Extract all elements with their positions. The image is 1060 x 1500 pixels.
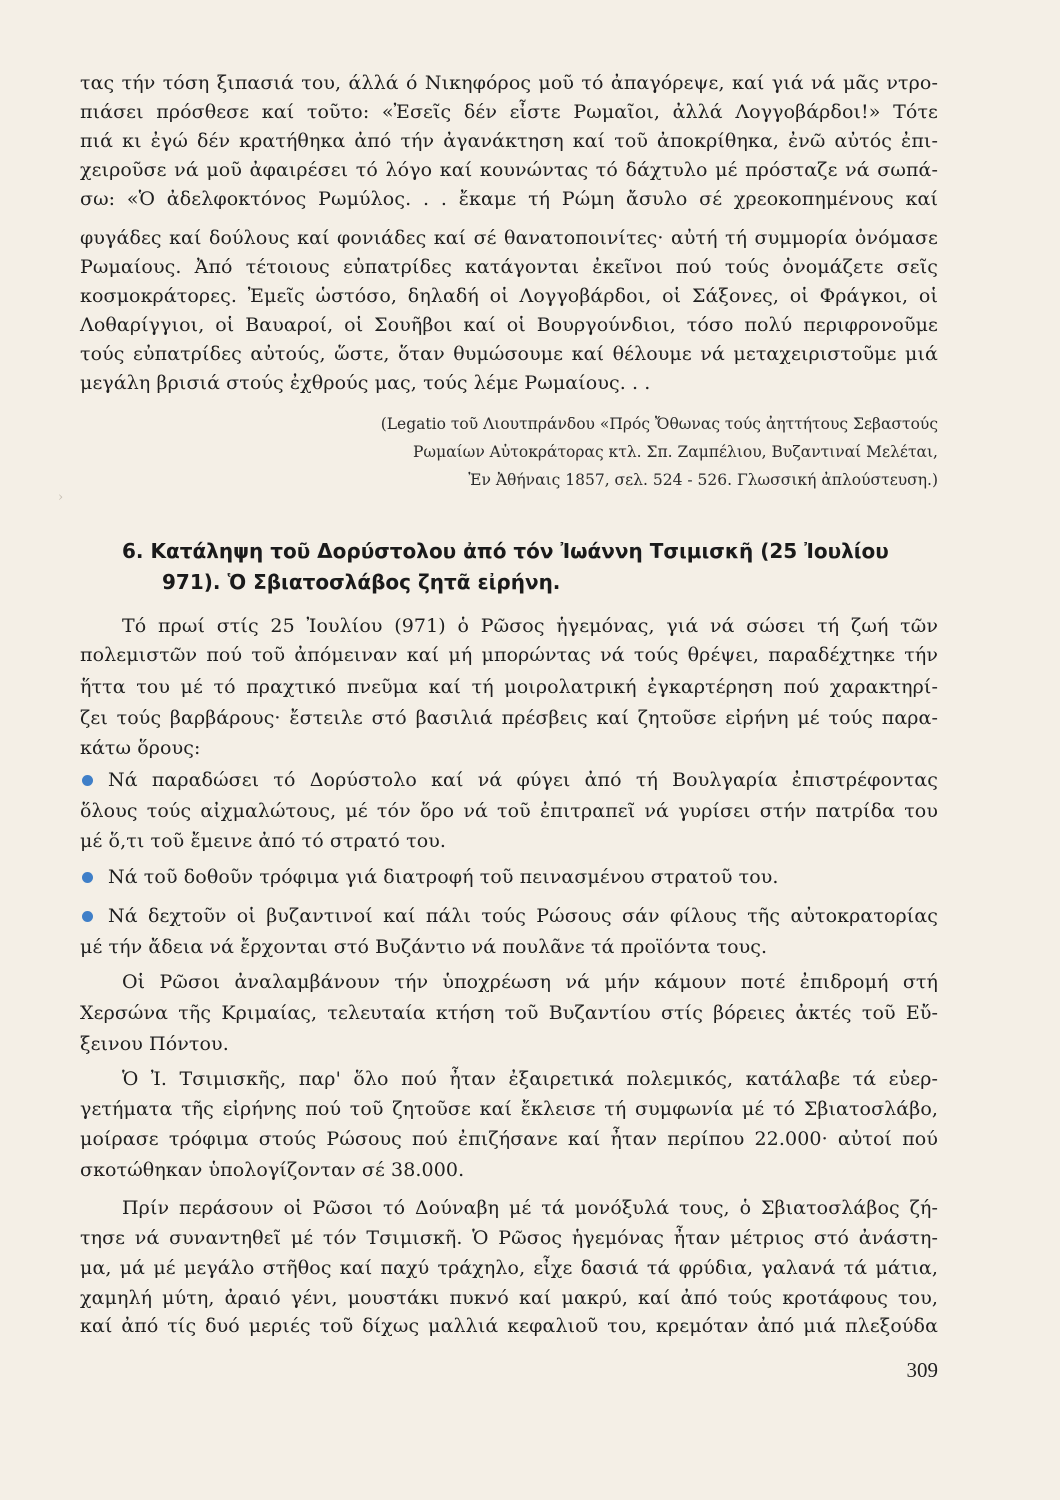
list-item-line: μέ ὅ,τι τοῦ ἔμεινε ἀπό τό στρατό του.: [80, 830, 447, 852]
paragraph-line: Τό πρωί στίς 25 Ἰουλίου (971) ὁ Ρῶσος ἡγεμόνας, γιά νά σώσει τή ζωή τῶν: [122, 615, 938, 637]
list-item-line: Νά τοῦ δοθοῦν τρόφιμα γιά διατροφή τοῦ πεινασμένου στρατοῦ του.: [108, 866, 779, 888]
quote-line: χειροῦσε νά μοῦ ἀφαιρέσει τό λόγο καί κουνώντας τό δάχτυλο μέ πρόσταζε νά σωπά-: [80, 159, 938, 181]
quote-line: Λοθαρίγγιοι, οἱ Βαυαροί, οἱ Σουῆβοι καί οἱ Βουργούνδιοι, τόσο πολύ περιφρονοῦμε: [80, 314, 938, 336]
section-heading-continued: 971). Ὁ Σβιατοσλάβος ζητᾶ εἰρήνη.: [162, 570, 561, 594]
paragraph-line: καί ἀπό τίς δυό μεριές τοῦ δίχως μαλλιά κεφαλιοῦ του, κρεμόταν ἀπό μιά πλεξούδα: [80, 1315, 938, 1337]
quote-line: σω: «Ὁ ἀδελφοκτόνος Ρωμύλος. . . ἔκαμε τή Ρώμη ἄσυλο σέ χρεοκοπημένους καί: [80, 188, 938, 210]
paragraph-line: ζει τούς βαρβάρους· ἔστειλε στό βασιλιά πρέσβεις καί ζητοῦσε εἰρήνη μέ τούς παρα-: [80, 707, 938, 729]
paragraph-line: Ὁ Ἰ. Τσιμισκῆς, παρ' ὅλο πού ἦταν ἐξαιρετικά πολεμικός, κατάλαβε τά εὐερ-: [122, 1068, 938, 1090]
paragraph-line: πολεμιστῶν πού τοῦ ἀπόμειναν καί μή μπορώντας νά τούς θρέψει, παραδέχτηκε τήν: [80, 644, 938, 666]
paragraph-line: γετήματα τῆς εἰρήνης πού τοῦ ζητοῦσε καί ἔκλεισε τή συμφωνία μέ τό Σβιατοσλάβο,: [80, 1098, 938, 1120]
paragraph-line: κάτω ὅρους:: [80, 737, 201, 759]
paragraph-line: Πρίν περάσουν οἱ Ρῶσοι τό Δούναβη μέ τά μονόξυλά τους, ὁ Σβιατοσλάβος ζή-: [122, 1197, 938, 1219]
quote-line: φυγάδες καί δούλους καί φονιάδες καί σέ θανατοποινίτες· αὐτή τή συμμορία ὀνόμασε: [80, 227, 938, 249]
paragraph-line: τησε νά συναντηθεῖ μέ τόν Τσιμισκῆ. Ὁ Ρῶσος ἡγεμόνας ἦταν μέτριος στό ἀνάστη-: [80, 1227, 938, 1249]
citation-line: Ἐν Ἀθήναις 1857, σελ. 524 - 526. Γλωσσική ἀπλούστευση.): [468, 471, 938, 489]
bullet-icon: [82, 911, 93, 922]
paragraph-line: Οἱ Ρῶσοι ἀναλαμβάνουν τήν ὑποχρέωση νά μήν κάμουν ποτέ ἐπιδρομή στή: [122, 971, 938, 993]
list-item-line: μέ τήν ἄδεια νά ἔρχονται στό Βυζάντιο νά πουλᾶνε τά προϊόντα τους.: [80, 936, 768, 958]
quote-line: τούς εὐπατρίδες αὐτούς, ὥστε, ὅταν θυμώσουμε καί θέλουμε νά μεταχειριστοῦμε μιά: [80, 343, 938, 365]
paragraph-line: χαμηλή μύτη, ἀραιό γένι, μουστάκι πυκνό καί μακρύ, καί ἀπό τούς κροτάφους του,: [80, 1287, 938, 1309]
quote-line: πιά κι ἐγώ δέν κρατήθηκα ἀπό τήν ἀγανάκτηση καί τοῦ ἀποκρίθηκα, ἐνῶ αὐτός ἐπι-: [80, 130, 938, 152]
quote-line: μεγάλη βρισιά στούς ἐχθρούς μας, τούς λέμε Ρωμαίους. . .: [80, 372, 651, 394]
paragraph-line: ἥττα του μέ τό πραχτικό πνεῦμα καί τή μοιρολατρική ἐγκαρτέρηση πού χαρακτηρί-: [80, 676, 938, 698]
paragraph-line: Χερσώνα τῆς Κριμαίας, τελευταία κτήση τοῦ Βυζαντίου στίς βόρειες ἀκτές τοῦ Εὔ-: [80, 1002, 938, 1024]
paragraph-line: μα, μά μέ μεγάλο στῆθος καί παχύ τράχηλο, εἶχε δασιά τά φρύδια, γαλανά τά μάτια,: [80, 1257, 938, 1279]
paragraph-line: ξεινου Πόντου.: [80, 1033, 229, 1055]
citation-line: Ρωμαίων Αὐτοκράτορας κτλ. Σπ. Ζαμπέλιου, Βυζαντιναί Μελέται,: [413, 443, 938, 461]
bullet-icon: [82, 872, 93, 883]
quote-line: τας τήν τόση ξιπασιά του, άλλά ό Νικηφόρος μοῦ τό ἀπαγόρεψε, καί γιά νά μᾶς ντρο-: [80, 72, 938, 94]
paragraph-line: μοίρασε τρόφιμα στούς Ρώσους πού ἐπιζήσανε καί ἦταν περίπου 22.000· αὐτοί πού: [80, 1128, 938, 1150]
margin-mark: ›: [58, 490, 64, 505]
paragraph-line: σκοτώθηκαν ὑπολογίζονταν σέ 38.000.: [80, 1159, 465, 1181]
list-item-line: Νά παραδώσει τό Δορύστολο καί νά φύγει ἀπό τή Βουλγαρία ἐπιστρέφοντας: [108, 769, 938, 791]
quote-line: Ρωμαίους. Ἀπό τέτοιους εὐπατρίδες κατάγονται ἐκεῖνοι πού τούς ὀνομάζετε σεῖς: [80, 256, 938, 278]
list-item-line: Νά δεχτοῦν οἱ βυζαντινοί καί πάλι τούς Ρώσους σάν φίλους τῆς αὐτοκρατορίας: [108, 905, 938, 927]
list-item-line: ὅλους τούς αἰχμαλώτους, μέ τόν ὅρο νά τοῦ ἐπιτραπεῖ νά γυρίσει στήν πατρίδα του: [80, 800, 938, 822]
quote-line: κοσμοκράτορες. Ἐμεῖς ὡστόσο, δηλαδή οἱ Λογγοβάρδοι, οἱ Σάξονες, οἱ Φράγκοι, οἱ: [80, 285, 938, 307]
bullet-icon: [82, 775, 93, 786]
page-number: 309: [906, 1358, 938, 1382]
citation-line: (Legatio τοῦ Λιουτπράνδου «Πρός Ὄθωνας τούς ἀηττήτους Σεβαστούς: [380, 415, 938, 433]
quote-line: πιάσει πρόσθεσε καί τοῦτο: «Ἐσεῖς δέν εἶστε Ρωμαῖοι, ἀλλά Λογγοβάρδοι!» Τότε: [80, 101, 938, 123]
section-heading: 6. Κατάληψη τοῦ Δορύστολου ἀπό τόν Ἰωάννη Τσιμισκῆ (25 Ἰουλίου: [122, 539, 889, 563]
